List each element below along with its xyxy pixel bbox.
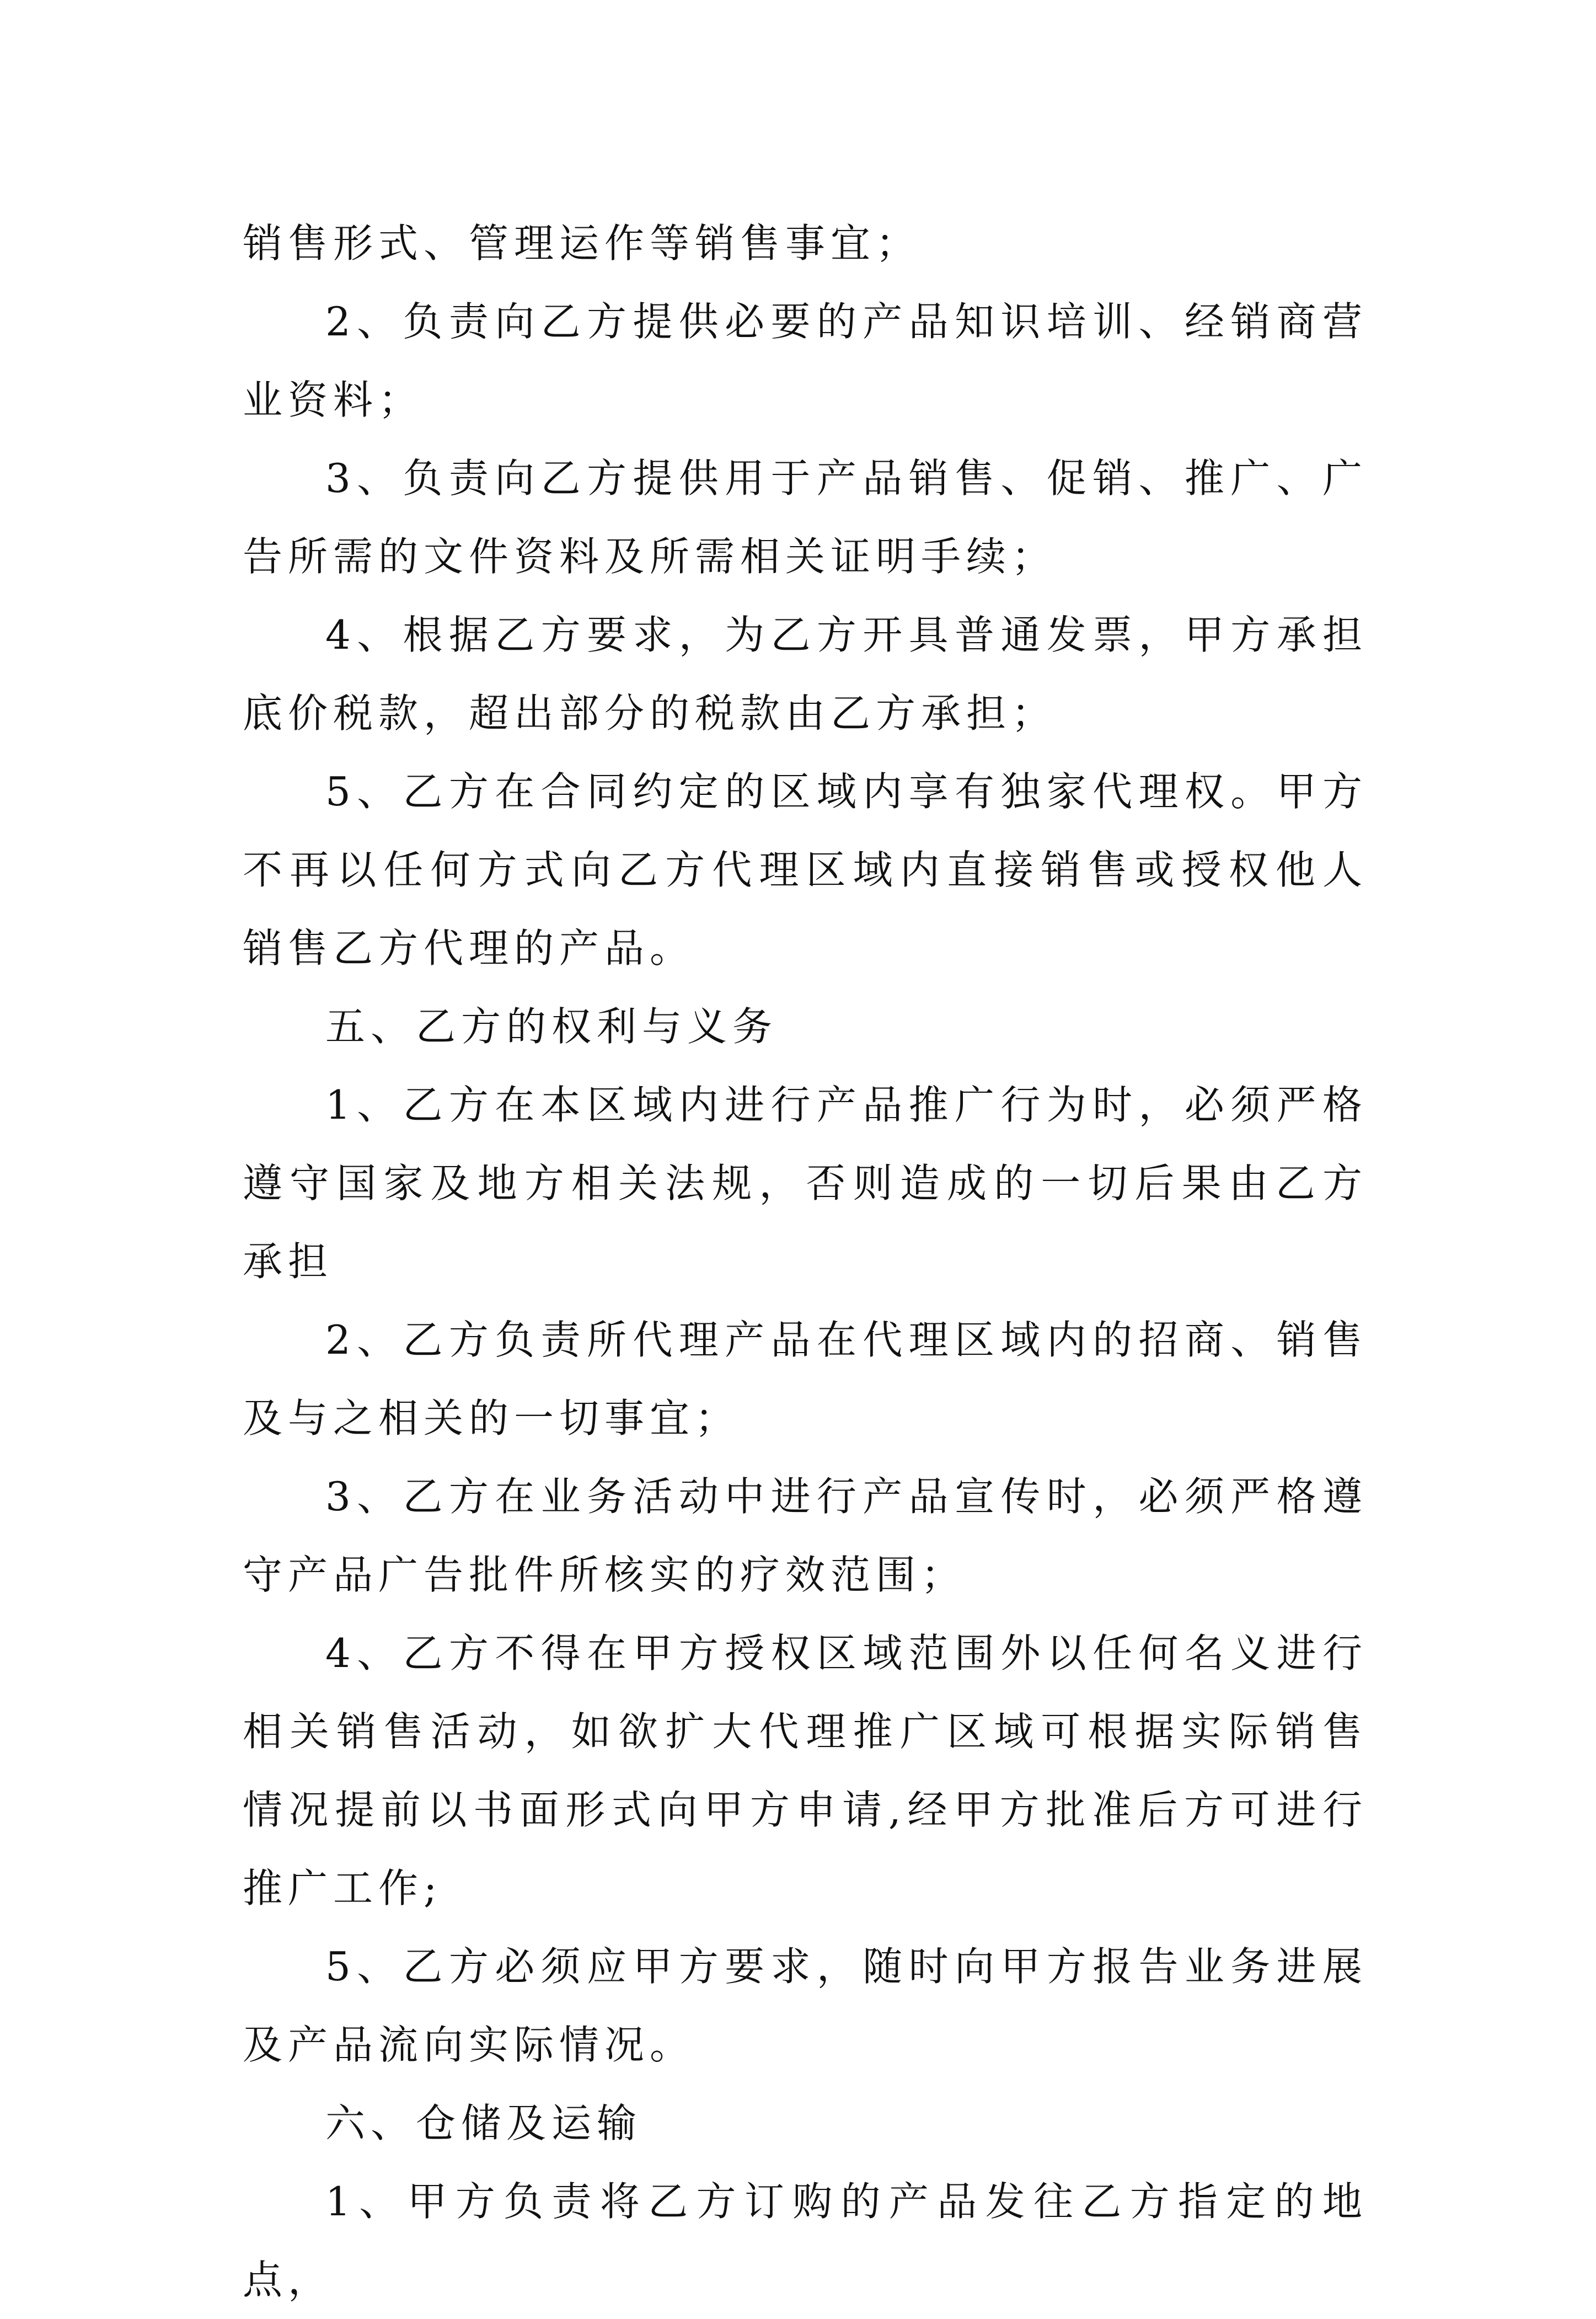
paragraph-3: 3、负责向乙方提供用于产品销售、促销、推广、广告所需的文件资料及所需相关证明手续； xyxy=(243,455,1368,580)
paragraph-7: 2、乙方负责所代理产品在代理区域内的招商、销售及与之相关的一切事宜； xyxy=(243,1317,1368,1441)
section-heading-6: 六、仓储及运输 xyxy=(325,2100,642,2146)
paragraph-11: 1、甲方负责将乙方订购的产品发往乙方指定的地点， xyxy=(243,2178,1368,2303)
paragraph-2: 2、负责向乙方提供必要的产品知识培训、经销商营业资料； xyxy=(243,298,1368,423)
paragraph-6: 1、乙方在本区域内进行产品推广行为时，必须严格遵守国家及地方相关法规，否则造成的一切后果由乙方承担 xyxy=(243,1082,1368,1285)
paragraph-1: 销售形式、管理运作等销售事宜； xyxy=(243,220,922,266)
section-heading-5: 五、乙方的权利与义务 xyxy=(325,1003,778,1050)
paragraph-9: 4、乙方不得在甲方授权区域范围外以任何名义进行相关销售活动，如欲扩大代理推广区域可根据实际销售情况提前以书面形式向甲方申请,经甲方批准后方可进行推广工作; xyxy=(243,1630,1368,1911)
paragraph-10: 5、乙方必须应甲方要求，随时向甲方报告业务进展及产品流向实际情况。 xyxy=(243,1943,1368,2068)
paragraph-5: 5、乙方在合同约定的区域内享有独家代理权。甲方不再以任何方式向乙方代理区域内直接销售或授权他人销售乙方代理的产品。 xyxy=(243,768,1368,971)
document-body xyxy=(243,204,1368,2319)
paragraph-4: 4、根据乙方要求，为乙方开具普通发票，甲方承担底价税款，超出部分的税款由乙方承担； xyxy=(243,612,1368,736)
paragraph-8: 3、乙方在业务活动中进行产品宣传时，必须严格遵守产品广告批件所核实的疗效范围； xyxy=(243,1473,1368,1598)
